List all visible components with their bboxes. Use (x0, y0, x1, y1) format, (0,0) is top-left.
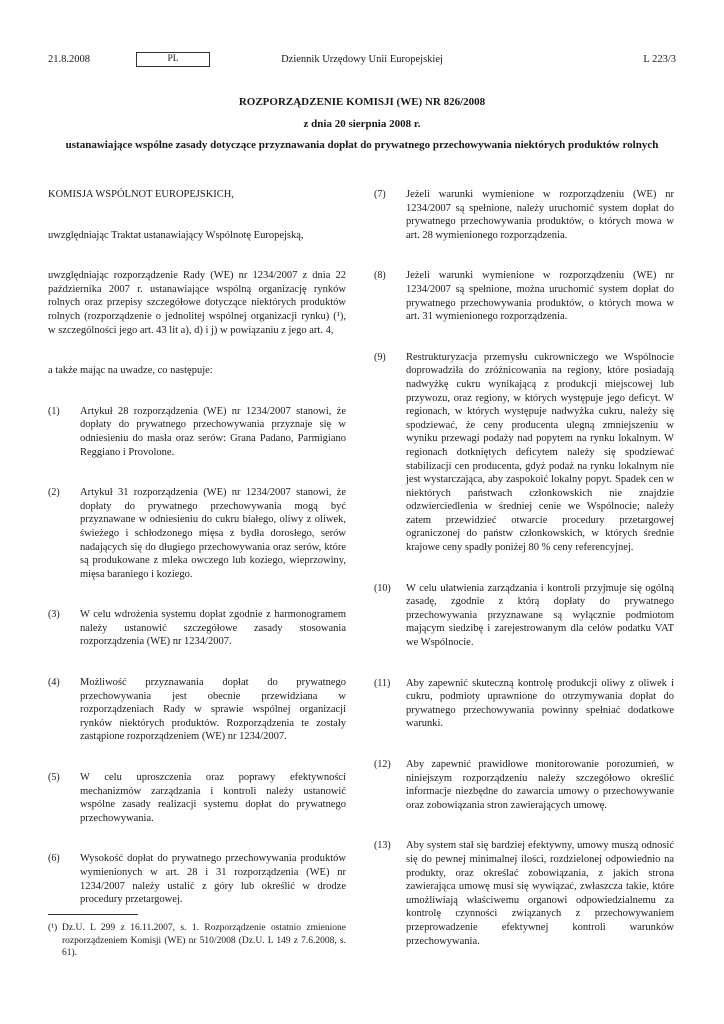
recital-number: (2) (48, 487, 60, 499)
recital-13 (374, 839, 674, 948)
footnote-divider (48, 914, 138, 915)
recital-2 (48, 486, 346, 581)
recital-text: W celu uproszczenia oraz poprawy efektywności mechanizmów zarządzania i kontroli należy ustanowić wspólne zasady realizacji systemu dopłat do prywatnego przechowywania. (80, 772, 346, 824)
recital-5 (48, 771, 346, 825)
recital-number: (11) (374, 677, 391, 689)
recital-text: Możliwość przyznawania dopłat do prywatnego przechowywania jest obecnie przewidziana w rozporządzeniach Rady w sprawie wspólnej organizacji rynków niektórych produktów. Rozporządzenia te zostały zastąpione rozporządzeniem (WE) nr 1234/2007. (80, 677, 346, 743)
recital-9 (374, 351, 674, 555)
recital-8 (374, 269, 674, 323)
title-subject: ustanawiające wspólne zasady dotyczące przyznawania dopłat do prywatnego przechowywania niektórych produktów rolnych (65, 139, 659, 151)
recital-number: (4) (48, 677, 60, 689)
page-reference: L 223/3 (643, 54, 676, 65)
footnote (48, 922, 346, 960)
recital-text: Wysokość dopłat do prywatnego przechowywania produktów wymienionych w art. 28 i 31 rozporządzenia (WE) nr 1234/2007 należy ustalić z góry lub określić w drodze procedury przetargowej. (80, 853, 346, 906)
footnote-text: Dz.U. L 299 z 16.11.2007, s. 1. Rozporządzenie ostatnio zmienione rozporządzeniem Komisji (WE) nr 510/2008 (Dz.U. L 149 z 7.6.2008, s. 61). (62, 923, 346, 958)
recital-3 (48, 608, 346, 649)
recital-text: Artykuł 28 rozporządzenia (WE) nr 1234/2007 stanowi, że dopłaty do prywatnego przechowywania przyznaje się w odniesieniu do masła oraz serów: Grana Padano, Parmigiano Reggiano i Provolone. (80, 405, 346, 458)
recital-number: (9) (374, 351, 386, 363)
language-badge: PL (136, 52, 210, 67)
journal-title: Dziennik Urzędowy Unii Europejskiej (281, 54, 443, 65)
page-header (48, 52, 676, 68)
recital-text: Aby system stał się bardziej efektywny, umowy muszą odnosić się do pewnej minimalnej ilości, rozdzielonej odpowiednio na produkty, oraz określać zobowiązania, z jakich strona zawierająca umowę musi się wywiązać, zwłaszcza takie, które umożliwiają właściwemu organowi odpowiedzialnemu za kontrolę czynności związanych z przechowywaniem przeprowadzenie efektywnej kontroli warunków przechowywania. (406, 840, 674, 947)
title-line-1: ROZPORZĄDZENIE KOMISJI (WE) NR 826/2008 (238, 96, 486, 108)
preamble-treaty: uwzględniając Traktat ustanawiający Wspólnotę Europejską, (48, 229, 304, 241)
publication-date: 21.8.2008 (48, 54, 90, 65)
right-column (374, 188, 674, 948)
recital-text: Aby zapewnić prawidłowe monitorowanie porozumień, w niniejszym rozporządzeniu należy szczegółowo określić informacje niezbędne do zawarcia umowy o przechowywanie oraz zobowiązania stron zawierających umowę. (406, 759, 674, 811)
recital-text: W celu ułatwienia zarządzania i kontroli przyjmuje się ogólną zasadę, zgodnie z którą dopłaty do prywatnego przechowywania przyznawane są wyłącznie podmiotom mającym siedzibę i zarejestrowanym dla celów podatku VAT we Wspólnocie. (406, 582, 674, 649)
recital-text: Artykuł 31 rozporządzenia (WE) nr 1234/2007 stanowi, że dopłaty do prywatnego przechowywania mogą być przyznawane w odniesieniu do cukru białego, oliwy z oliwek, świeżego i schłodzonego mięsa z bydła dorosłego, serów nadających się do długiego przechowywania oraz serów, które są produkowane z mleka owczego lub koziego, wieprzowiny, mięsa baraniego i koziego. (80, 487, 346, 580)
title-date: z dnia 20 sierpnia 2008 r. (303, 117, 421, 130)
recital-1 (48, 405, 346, 459)
recital-12 (374, 758, 674, 812)
recital-number: (13) (374, 840, 391, 852)
recital-11 (374, 677, 674, 731)
preamble-authority: KOMISJA WSPÓLNOT EUROPEJSKICH, (48, 189, 235, 200)
recital-text: Restrukturyzacja przemysłu cukrowniczego we Wspólnocie doprowadziła do zróżnicowania na regiony, które posiadają nadwyżkę cukru wynikającą z produkcji miejscowej lub przywozu, oraz regiony, w których występuje jego deficyt. W regionach, w których występuje nadwyżka cukru, należy się spodziewać, że ceny producenta ulegną zmniejszeniu w wyniku przewagi podaży nad popytem na rynku lokalnym. W regionach dotkniętych deficytem należy się spodziewać stabilizacji cen producenta, gdyż podaż na rynku lokalnym nie jest wystarczająca, aby zaspokoić lokalny popyt. Spadek cen w niektórych państwach członkowskich nie znajdzie odzwierciedlenia w średniej cenie we Wspólnocie; należy zatem przewidzieć otwarcie procedury przetargowej ograniczonej do państw członkowskich, w których średnie krajowe ceny spadły poniżej 80 % ceny referencyjnej. (406, 351, 674, 554)
left-column (48, 188, 346, 907)
recital-number: (12) (374, 759, 391, 770)
footnote-mark: (¹) (48, 923, 58, 933)
recital-number: (7) (374, 189, 386, 200)
recital-text: Aby zapewnić skuteczną kontrolę produkcji oliwy z oliwek i cukru, podmioty uprawnione do otrzymywania dopłat do prywatnego przechowywania powinny spełniać dodatkowe warunki. (406, 677, 674, 730)
recital-10 (374, 582, 674, 650)
recital-text: W celu wdrożenia systemu dopłat zgodnie z harmonogramem należy ustanowić szczegółowe zasady stosowania rozporządzenia (WE) nr 1234/2007. (80, 609, 346, 648)
recital-4 (48, 676, 346, 744)
regulation-title (60, 96, 664, 153)
recital-text: Jeżeli warunki wymienione w rozporządzeniu (WE) nr 1234/2007 są spełnione, można uruchomić system dopłat do prywatnego przechowywania produktów, o których mowa w art. 31 wymienionego rozporządzenia. (406, 270, 674, 323)
recital-number: (8) (374, 270, 386, 282)
recital-7 (374, 188, 674, 242)
recital-6 (48, 852, 346, 906)
recital-number: (1) (48, 405, 60, 417)
recital-number: (3) (48, 609, 60, 621)
recital-number: (10) (374, 582, 391, 594)
recital-number: (6) (48, 853, 60, 865)
recital-number: (5) (48, 772, 60, 784)
recital-text: Jeżeli warunki wymienione w rozporządzeniu (WE) nr 1234/2007 są spełnione, należy uruchomić system dopłat do prywatnego przechowywania produktów, o których mowa w art. 28 wymienionego rozporządzenia. (406, 189, 674, 241)
preamble-whereas: a także mając na uwadze, co następuje: (48, 365, 213, 377)
preamble-regulation: uwzględniając rozporządzenie Rady (WE) nr 1234/2007 z dnia 22 października 2007 r. ustanawiające wspólną organizację rynków rolnych oraz przepisy szczegółowe dotyczące niektórych produktów rolnych (rozporządzenie o jednolitej wspólnej organizacji rynku) (¹), w szczególności jego art. 43 lit a), d) i j) w powiązaniu z jego art. 4, (48, 270, 346, 336)
